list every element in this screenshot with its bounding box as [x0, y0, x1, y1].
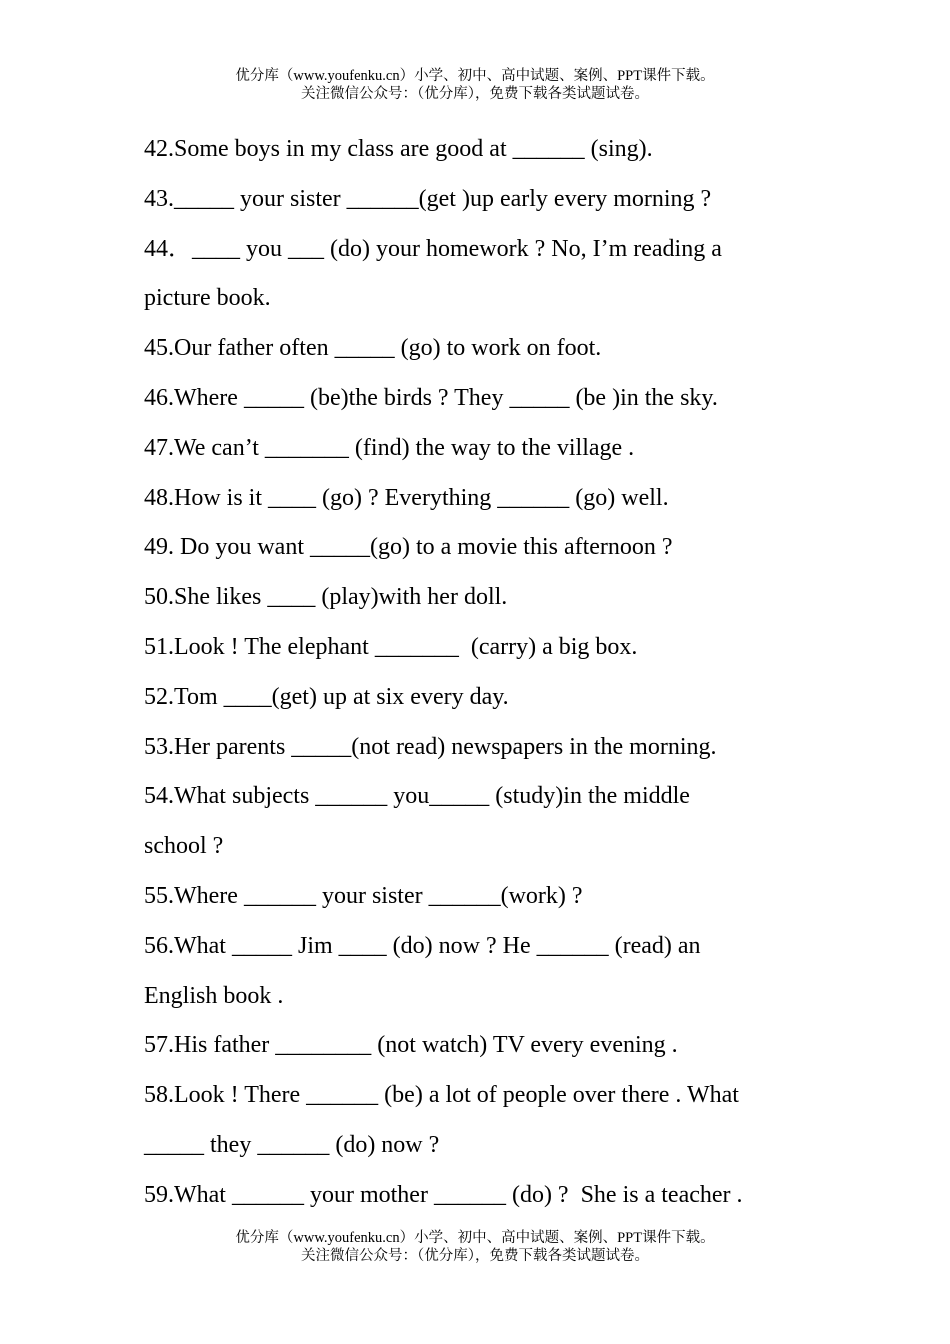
exercise-line-54: 54.What subjects ______ you_____ (study)in the middle: [144, 783, 690, 810]
exercise-line-49: 49. Do you want _____(go) to a movie this afternoon ?: [144, 534, 673, 561]
exercise-line-53: 53.Her parents _____(not read) newspapers in the morning.: [144, 733, 717, 760]
exercise-line-50: 50.She likes ____ (play)with her doll.: [144, 584, 508, 611]
exercise-line-48: 48.How is it ____ (go) ? Everything ______ (go) well.: [144, 484, 669, 511]
header-line-2: 关注微信公众号：（优分库），免费下载各类试题试卷。: [301, 86, 649, 102]
exercise-line-57: 57.His father ________ (not watch) TV every evening .: [144, 1032, 678, 1059]
exercise-line-52: 52.Tom ____(get) up at six every day.: [144, 683, 509, 710]
exercise-line-47: 47.We can’t _______ (find) the way to the village .: [144, 434, 635, 461]
exercise-line-58-cont: _____ they ______ (do) now ?: [144, 1131, 440, 1158]
exercise-line-42: 42.Some boys in my class are good at ______ (sing).: [144, 136, 653, 162]
exercise-line-56-cont: English book .: [144, 982, 284, 1009]
exercise-line-56: 56.What _____ Jim ____ (do) now ? He ______ (read) an: [144, 932, 701, 959]
exercise-line-45: 45.Our father often _____ (go) to work on foot.: [144, 335, 602, 362]
header-line-1: 优分库（www.youfenku.cn）小学、初中、高中试题、案例、PPT课件下载。: [235, 68, 715, 84]
exercise-line-51: 51.Look ! The elephant _______ (carry) a big box.: [144, 633, 638, 660]
footer-line-1: 优分库（www.youfenku.cn）小学、初中、高中试题、案例、PPT课件下载。: [235, 1230, 715, 1246]
exercise-line-44: 44．____ you ___ (do) your homework ? No, I’m reading a: [144, 235, 722, 262]
exercise-line-44-cont: picture book.: [144, 285, 271, 312]
exercise-line-46: 46.Where _____ (be)the birds ? They _____ (be )in the sky.: [144, 384, 718, 411]
exercise-line-59: 59.What ______ your mother ______ (do) ? She is a teacher .: [144, 1181, 743, 1208]
exercise-line-54-cont: school ?: [144, 833, 224, 860]
page-header: [0, 67, 950, 103]
exercise-list: [144, 125, 804, 1221]
page-footer: [0, 1229, 950, 1265]
exercise-line-43: 43._____ your sister ______(get )up early every morning ?: [144, 185, 712, 212]
footer-line-2: 关注微信公众号：（优分库），免费下载各类试题试卷。: [301, 1248, 649, 1264]
exercise-line-58: 58.Look ! There ______ (be) a lot of people over there . What: [144, 1082, 739, 1109]
exercise-line-55: 55.Where ______ your sister ______(work) ?: [144, 882, 583, 909]
